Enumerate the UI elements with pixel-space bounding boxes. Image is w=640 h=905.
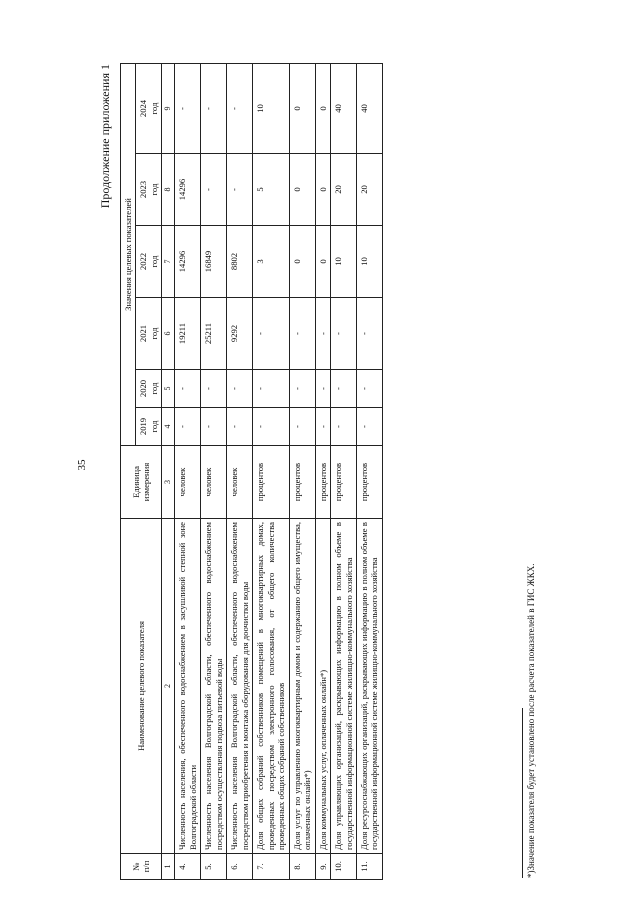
rotated-content (70, 40, 610, 890)
value-2020: - (356, 370, 382, 408)
column-index: 2 (162, 519, 175, 854)
header-year: 2022 год (136, 226, 162, 298)
header-year: 2024 год (136, 64, 162, 154)
value-2022: 0 (315, 226, 330, 298)
unit-cell: человек (175, 446, 201, 519)
value-2022: 8802 (227, 226, 253, 298)
value-2021: 19211 (175, 298, 201, 370)
value-2021: 25211 (201, 298, 227, 370)
value-2022: 10 (356, 226, 382, 298)
value-2024: - (227, 64, 253, 154)
value-2019: - (331, 408, 357, 446)
column-index-row (162, 64, 175, 880)
table-row (331, 64, 357, 880)
table-row (289, 64, 315, 880)
value-2019: - (201, 408, 227, 446)
footnote-divider (522, 708, 523, 878)
indicator-name: Численность населения, обеспеченного водоснабжением в засушливой степной зоне Волгоградской области (175, 519, 201, 854)
unit-cell: процентов (289, 446, 315, 519)
unit-cell: процентов (331, 446, 357, 519)
column-index: 1 (162, 854, 175, 880)
row-number: 4. (175, 854, 201, 880)
row-number: 6. (227, 854, 253, 880)
appendix-caption: Продолжение приложения 1 (98, 64, 112, 209)
header-row-1 (121, 64, 136, 880)
unit-cell: человек (227, 446, 253, 519)
value-2022: 14296 (175, 226, 201, 298)
indicators-table (120, 63, 383, 880)
value-2022: 3 (253, 226, 289, 298)
value-2023: 20 (331, 154, 357, 226)
indicator-name: Доля коммунальных услуг, оплаченных онлайн*) (315, 519, 330, 854)
value-2019: - (356, 408, 382, 446)
row-number: 11. (356, 854, 382, 880)
table-body (175, 64, 383, 880)
row-number: 8. (289, 854, 315, 880)
value-2019: - (315, 408, 330, 446)
header-name: Наименование целевого показателя (121, 519, 162, 854)
table-row (175, 64, 201, 880)
indicator-name: Доля общих собраний собственников помещений в многоквартирных домах, проведенных посредством электронного голосования, от общего количества проведенных общих собраний собственников (253, 519, 289, 854)
value-2023: 20 (356, 154, 382, 226)
value-2023: 5 (253, 154, 289, 226)
value-2020: - (227, 370, 253, 408)
indicator-name: Численность населения Волгоградской области, обеспеченного водоснабжением посредством приобретения и монтажа оборудования для доочистки воды (227, 519, 253, 854)
value-2023: 0 (289, 154, 315, 226)
value-2021: - (253, 298, 289, 370)
unit-cell: процентов (315, 446, 330, 519)
unit-cell: человек (201, 446, 227, 519)
value-2020: - (315, 370, 330, 408)
header-year: 2020 год (136, 370, 162, 408)
table-row (356, 64, 382, 880)
page-number: 35 (76, 459, 88, 471)
column-index: 5 (162, 370, 175, 408)
indicator-name: Доля ресурсоснабжающих организаций, раскрывающих информацию в полном объеме в государственной информационной системе жилищно-коммунального хозяйства (356, 519, 382, 854)
row-number: 9. (315, 854, 330, 880)
indicator-name: Численность населения Волгоградской области, обеспеченного водоснабжением посредством осуществления подвоза питьевой воды (201, 519, 227, 854)
value-2023: - (227, 154, 253, 226)
value-2019: - (289, 408, 315, 446)
unit-cell: процентов (356, 446, 382, 519)
column-index: 8 (162, 154, 175, 226)
value-2024: - (201, 64, 227, 154)
value-2024: 10 (253, 64, 289, 154)
value-2021: - (331, 298, 357, 370)
value-2024: 40 (331, 64, 357, 154)
table-row (315, 64, 330, 880)
column-index: 4 (162, 408, 175, 446)
value-2024: - (175, 64, 201, 154)
value-2020: - (201, 370, 227, 408)
row-number: 5. (201, 854, 227, 880)
table-row (227, 64, 253, 880)
value-2022: 0 (289, 226, 315, 298)
value-2024: 0 (315, 64, 330, 154)
value-2019: - (175, 408, 201, 446)
value-2021: - (315, 298, 330, 370)
value-2020: - (253, 370, 289, 408)
table-row (201, 64, 227, 880)
column-index: 3 (162, 446, 175, 519)
header-year: 2023 год (136, 154, 162, 226)
table-row (253, 64, 289, 880)
row-number: 7. (253, 854, 289, 880)
header-values-group: Значения целевых показателей (121, 64, 136, 446)
header-unit: Единица измерения (121, 446, 162, 519)
column-index: 7 (162, 226, 175, 298)
column-index: 9 (162, 64, 175, 154)
value-2023: - (201, 154, 227, 226)
value-2022: 10 (331, 226, 357, 298)
indicator-name: Доля управляющих организаций, раскрывающих информацию в полном объеме в государственной информационной системе жилищно-коммунального хозяйства (331, 519, 357, 854)
row-number: 10. (331, 854, 357, 880)
value-2019: - (253, 408, 289, 446)
value-2019: - (227, 408, 253, 446)
indicator-name: Доля услуг по управлению многоквартирным домом и содержанию общего имущества, оплаченных онлайн*) (289, 519, 315, 854)
unit-cell: процентов (253, 446, 289, 519)
header-year: 2019 год (136, 408, 162, 446)
value-2020: - (175, 370, 201, 408)
value-2021: 9292 (227, 298, 253, 370)
value-2022: 16849 (201, 226, 227, 298)
value-2024: 0 (289, 64, 315, 154)
header-num: № п/п (121, 854, 162, 880)
value-2020: - (331, 370, 357, 408)
value-2024: 40 (356, 64, 382, 154)
column-index: 6 (162, 298, 175, 370)
footnote: *)Значение показателя будет установлено после расчета показателей в ГИС ЖКХ. (526, 563, 536, 878)
value-2023: 14296 (175, 154, 201, 226)
value-2021: - (356, 298, 382, 370)
value-2023: 0 (315, 154, 330, 226)
value-2020: - (289, 370, 315, 408)
header-year: 2021 год (136, 298, 162, 370)
value-2021: - (289, 298, 315, 370)
